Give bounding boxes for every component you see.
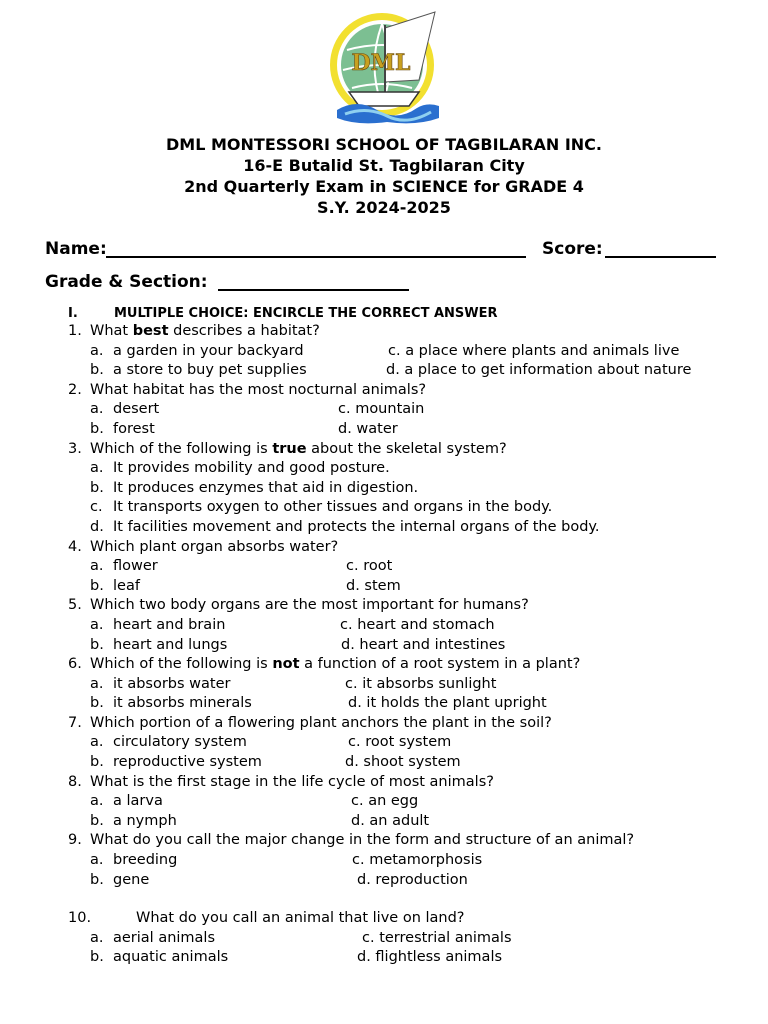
choice-b[interactable]: it absorbs minerals <box>113 695 252 712</box>
question-6: 6. Which of the following is not a function of a root system in a plant? <box>0 655 768 675</box>
choice-b[interactable]: gene <box>113 871 150 888</box>
choice-c[interactable]: c. an egg <box>351 793 419 810</box>
grade-section-input-line[interactable] <box>218 289 409 291</box>
question-8: 8. What is the first stage in the life cycle of most animals? <box>0 773 768 793</box>
choice-d[interactable]: d. flightless animals <box>357 949 503 966</box>
choice-row: c. It transports oxygen to other tissues and organs in the body. <box>0 498 768 518</box>
choice-c[interactable]: c. mountain <box>338 401 425 418</box>
choice-row: a. a larva c. an egg <box>0 792 768 812</box>
school-year: S.Y. 2024-2025 <box>317 198 451 217</box>
choice-row: b. reproductive system d. shoot system <box>0 753 768 773</box>
question-10: 10. What do you call an animal that live on land? <box>0 909 768 929</box>
name-label: Name: <box>45 239 107 259</box>
choice-d[interactable]: d. a place to get information about nature <box>386 362 692 379</box>
choice-d[interactable]: d. heart and intestines <box>341 636 506 653</box>
question-9: 9. What do you call the major change in the form and structure of an animal? <box>0 831 768 851</box>
question-text: Which plant organ absorbs water? <box>90 538 339 555</box>
score-input-line[interactable] <box>605 256 716 258</box>
name-input-line[interactable] <box>106 256 526 258</box>
choice-row: b. leaf d. stem <box>0 577 768 597</box>
choice-a[interactable]: a larva <box>113 793 163 810</box>
choice-c[interactable]: c. root system <box>348 734 452 751</box>
choice-a[interactable]: It provides mobility and good posture. <box>113 460 390 477</box>
choice-b[interactable]: forest <box>113 420 155 437</box>
question-1: 1. What best describes a habitat? <box>0 322 768 342</box>
choice-b[interactable]: It produces enzymes that aid in digestion. <box>113 479 419 496</box>
choice-row: a. circulatory system c. root system <box>0 733 768 753</box>
choice-d[interactable]: d. water <box>338 420 398 437</box>
choice-b[interactable]: reproductive system <box>113 754 262 771</box>
choice-row: a. aerial animals c. terrestrial animals <box>0 929 768 949</box>
question-text: Which of the following is not a function of a root system in a plant? <box>90 656 581 673</box>
question-5: 5. Which two body organs are the most important for humans? <box>0 596 768 616</box>
section-title: MULTIPLE CHOICE: ENCIRCLE THE CORRECT ANSWER <box>114 306 498 321</box>
choice-c[interactable]: c. it absorbs sunlight <box>345 675 497 692</box>
grade-section-label: Grade & Section: <box>45 272 208 292</box>
choice-d[interactable]: d. shoot system <box>345 754 461 771</box>
choice-c[interactable]: c. terrestrial animals <box>362 929 512 946</box>
choice-row: a. heart and brain c. heart and stomach <box>0 616 768 636</box>
choice-row: a. It provides mobility and good posture. <box>0 459 768 479</box>
choice-a[interactable]: aerial animals <box>113 929 216 946</box>
choice-row: b. heart and lungs d. heart and intestines <box>0 636 768 656</box>
score-label: Score: <box>542 239 603 259</box>
choice-c[interactable]: It transports oxygen to other tissues and organs in the body. <box>113 499 553 516</box>
choice-a[interactable]: a garden in your backyard <box>113 342 304 359</box>
choice-a[interactable]: desert <box>113 401 160 418</box>
choice-c[interactable]: c. metamorphosis <box>352 852 483 869</box>
choice-row: b. it absorbs minerals d. it holds the plant upright <box>0 694 768 714</box>
question-list <box>0 322 768 968</box>
choice-b[interactable]: heart and lungs <box>113 636 228 653</box>
choice-row: b. forest d. water <box>0 420 768 440</box>
section-number: I. <box>68 306 78 321</box>
choice-a[interactable]: it absorbs water <box>113 675 231 692</box>
choice-row: a. a garden in your backyard c. a place where plants and animals live <box>0 342 768 362</box>
choice-a[interactable]: heart and brain <box>113 616 226 633</box>
question-text: What is the first stage in the life cycle of most animals? <box>90 773 494 790</box>
question-text: What do you call an animal that live on land? <box>136 910 465 927</box>
choice-d[interactable]: d. an adult <box>351 812 430 829</box>
choice-row: d. It facilities movement and protects the internal organs of the body. <box>0 518 768 538</box>
question-text: Which of the following is true about the skeletal system? <box>90 440 507 457</box>
choice-b[interactable]: a store to buy pet supplies <box>113 362 307 379</box>
choice-a[interactable]: breeding <box>113 852 178 869</box>
choice-c[interactable]: c. a place where plants and animals live <box>388 342 680 359</box>
question-2: 2. What habitat has the most nocturnal animals? <box>0 381 768 401</box>
exam-title: 2nd Quarterly Exam in SCIENCE for GRADE 4 <box>184 177 584 196</box>
svg-text:DML: DML <box>351 50 411 76</box>
choice-row: b. aquatic animals d. flightless animals <box>0 948 768 968</box>
question-7: 7. Which portion of a flowering plant anchors the plant in the soil? <box>0 714 768 734</box>
choice-row: a. desert c. mountain <box>0 400 768 420</box>
school-name: DML MONTESSORI SCHOOL OF TAGBILARAN INC. <box>166 135 602 154</box>
question-text: What best describes a habitat? <box>90 323 320 339</box>
choice-b[interactable]: a nymph <box>113 812 177 829</box>
choice-d[interactable]: d. it holds the plant upright <box>348 695 547 712</box>
choice-c[interactable]: c. root <box>346 558 393 575</box>
choice-row: b. gene d. reproduction <box>0 871 768 891</box>
choice-b[interactable]: leaf <box>113 577 140 594</box>
question-text: What do you call the major change in the form and structure of an animal? <box>90 832 635 849</box>
choice-c[interactable]: c. heart and stomach <box>340 616 495 633</box>
choice-d[interactable]: It facilities movement and protects the internal organs of the body. <box>113 518 600 535</box>
choice-row: b. a nymph d. an adult <box>0 812 768 832</box>
question-text: Which two body organs are the most important for humans? <box>90 597 529 614</box>
choice-row: a. breeding c. metamorphosis <box>0 851 768 871</box>
choice-d[interactable]: d. reproduction <box>357 871 468 888</box>
choice-a[interactable]: circulatory system <box>113 734 247 751</box>
question-text: What habitat has the most nocturnal animals? <box>90 381 427 398</box>
choice-b[interactable]: aquatic animals <box>113 949 229 966</box>
choice-row: a. flower c. root <box>0 557 768 577</box>
choice-row: b. a store to buy pet supplies d. a place to get information about nature <box>0 361 768 381</box>
school-address: 16-E Butalid St. Tagbilaran City <box>243 156 525 175</box>
school-logo <box>327 10 442 130</box>
question-4: 4. Which plant organ absorbs water? <box>0 538 768 558</box>
question-3: 3. Which of the following is true about the skeletal system? <box>0 440 768 460</box>
choice-d[interactable]: d. stem <box>346 577 401 594</box>
choice-a[interactable]: flower <box>113 558 158 575</box>
question-text: Which portion of a flowering plant anchors the plant in the soil? <box>90 714 552 731</box>
choice-row: a. it absorbs water c. it absorbs sunlight <box>0 675 768 695</box>
choice-row: b. It produces enzymes that aid in digestion. <box>0 479 768 499</box>
